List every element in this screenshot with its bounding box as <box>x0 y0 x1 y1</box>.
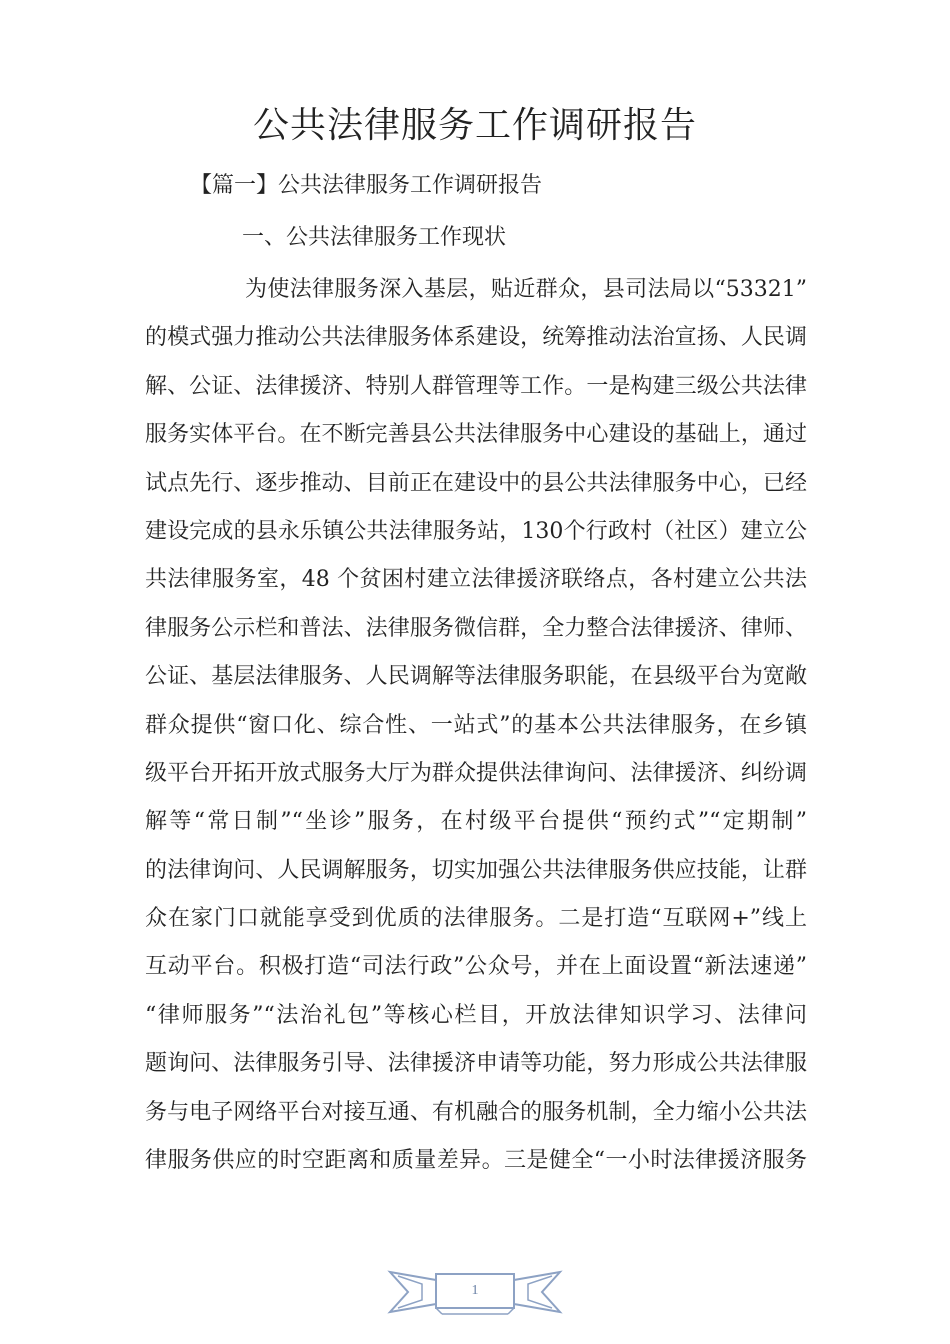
body-line: 律服务公示栏和普法、法律服务微信群，全力整合法律援济、律师、 <box>145 615 807 641</box>
body-line: 互动平台。积极打造“司法行政”公众号，并在上面设置“新法速递” <box>145 954 807 980</box>
body-paragraph <box>145 266 807 1185</box>
body-line: 题询问、法律服务引导、法律援济申请等功能，努力形成公共法律服 <box>145 1051 807 1077</box>
body-line: 试点先行、逐步推动、目前正在建设中的县公共法律服务中心，已经 <box>145 470 807 496</box>
body-line: 级平台开拓开放式服务大厅为群众提供法律询问、法律援济、纠纷调 <box>145 760 807 786</box>
body-line: 众在家门口就能享受到优质的法律服务。二是打造“互联网+”线上 <box>145 906 807 932</box>
body-line: 服务实体平台。在不断完善县公共法律服务中心建设的基础上，通过 <box>145 422 807 448</box>
body-line: 建设完成的县永乐镇公共法律服务站，130个行政村（社区）建立公 <box>145 518 807 544</box>
body-line: 的模式强力推动公共法律服务体系建设，统筹推动法治宣扬、人民调 <box>145 325 807 351</box>
body-line: “律师服务”“法治礼包”等核心栏目，开放法律知识学习、法律问 <box>145 1002 807 1028</box>
body-line: 群众提供“窗口化、综合性、一站式”的基本公共法律服务，在乡镇 <box>145 712 807 738</box>
body-line: 解等“常日制”“坐诊”服务，在村级平台提供“预约式”“定期制” <box>145 809 807 835</box>
body-line: 务与电子网络平台对接互通、有机融合的服务机制，全力缩小公共法 <box>145 1099 807 1125</box>
body-line: 解、公证、法律援济、特别人群管理等工作。一是构建三级公共法律 <box>145 373 807 399</box>
sub-heading: 一、公共法律服务工作现状 <box>242 225 507 250</box>
section-heading: 【篇一】公共法律服务工作调研报告 <box>190 173 543 198</box>
body-line: 律服务供应的时空距离和质量差异。三是健全“一小时法律援济服务 <box>145 1148 807 1174</box>
page-footer <box>386 1262 564 1318</box>
body-line: 为使法律服务深入基层，贴近群众，县司法局以“53321” <box>245 277 807 302</box>
page-number: 1 <box>471 1283 479 1298</box>
body-line: 公证、基层法律服务、人民调解等法律服务职能，在县级平台为宽敞 <box>145 664 807 690</box>
document-title: 公共法律服务工作调研报告 <box>252 105 697 146</box>
body-line: 共法律服务室，48 个贫困村建立法律援济联络点，各村建立公共法 <box>145 567 807 593</box>
body-line: 的法律询问、人民调解服务，切实加强公共法律服务供应技能，让群 <box>145 857 807 883</box>
